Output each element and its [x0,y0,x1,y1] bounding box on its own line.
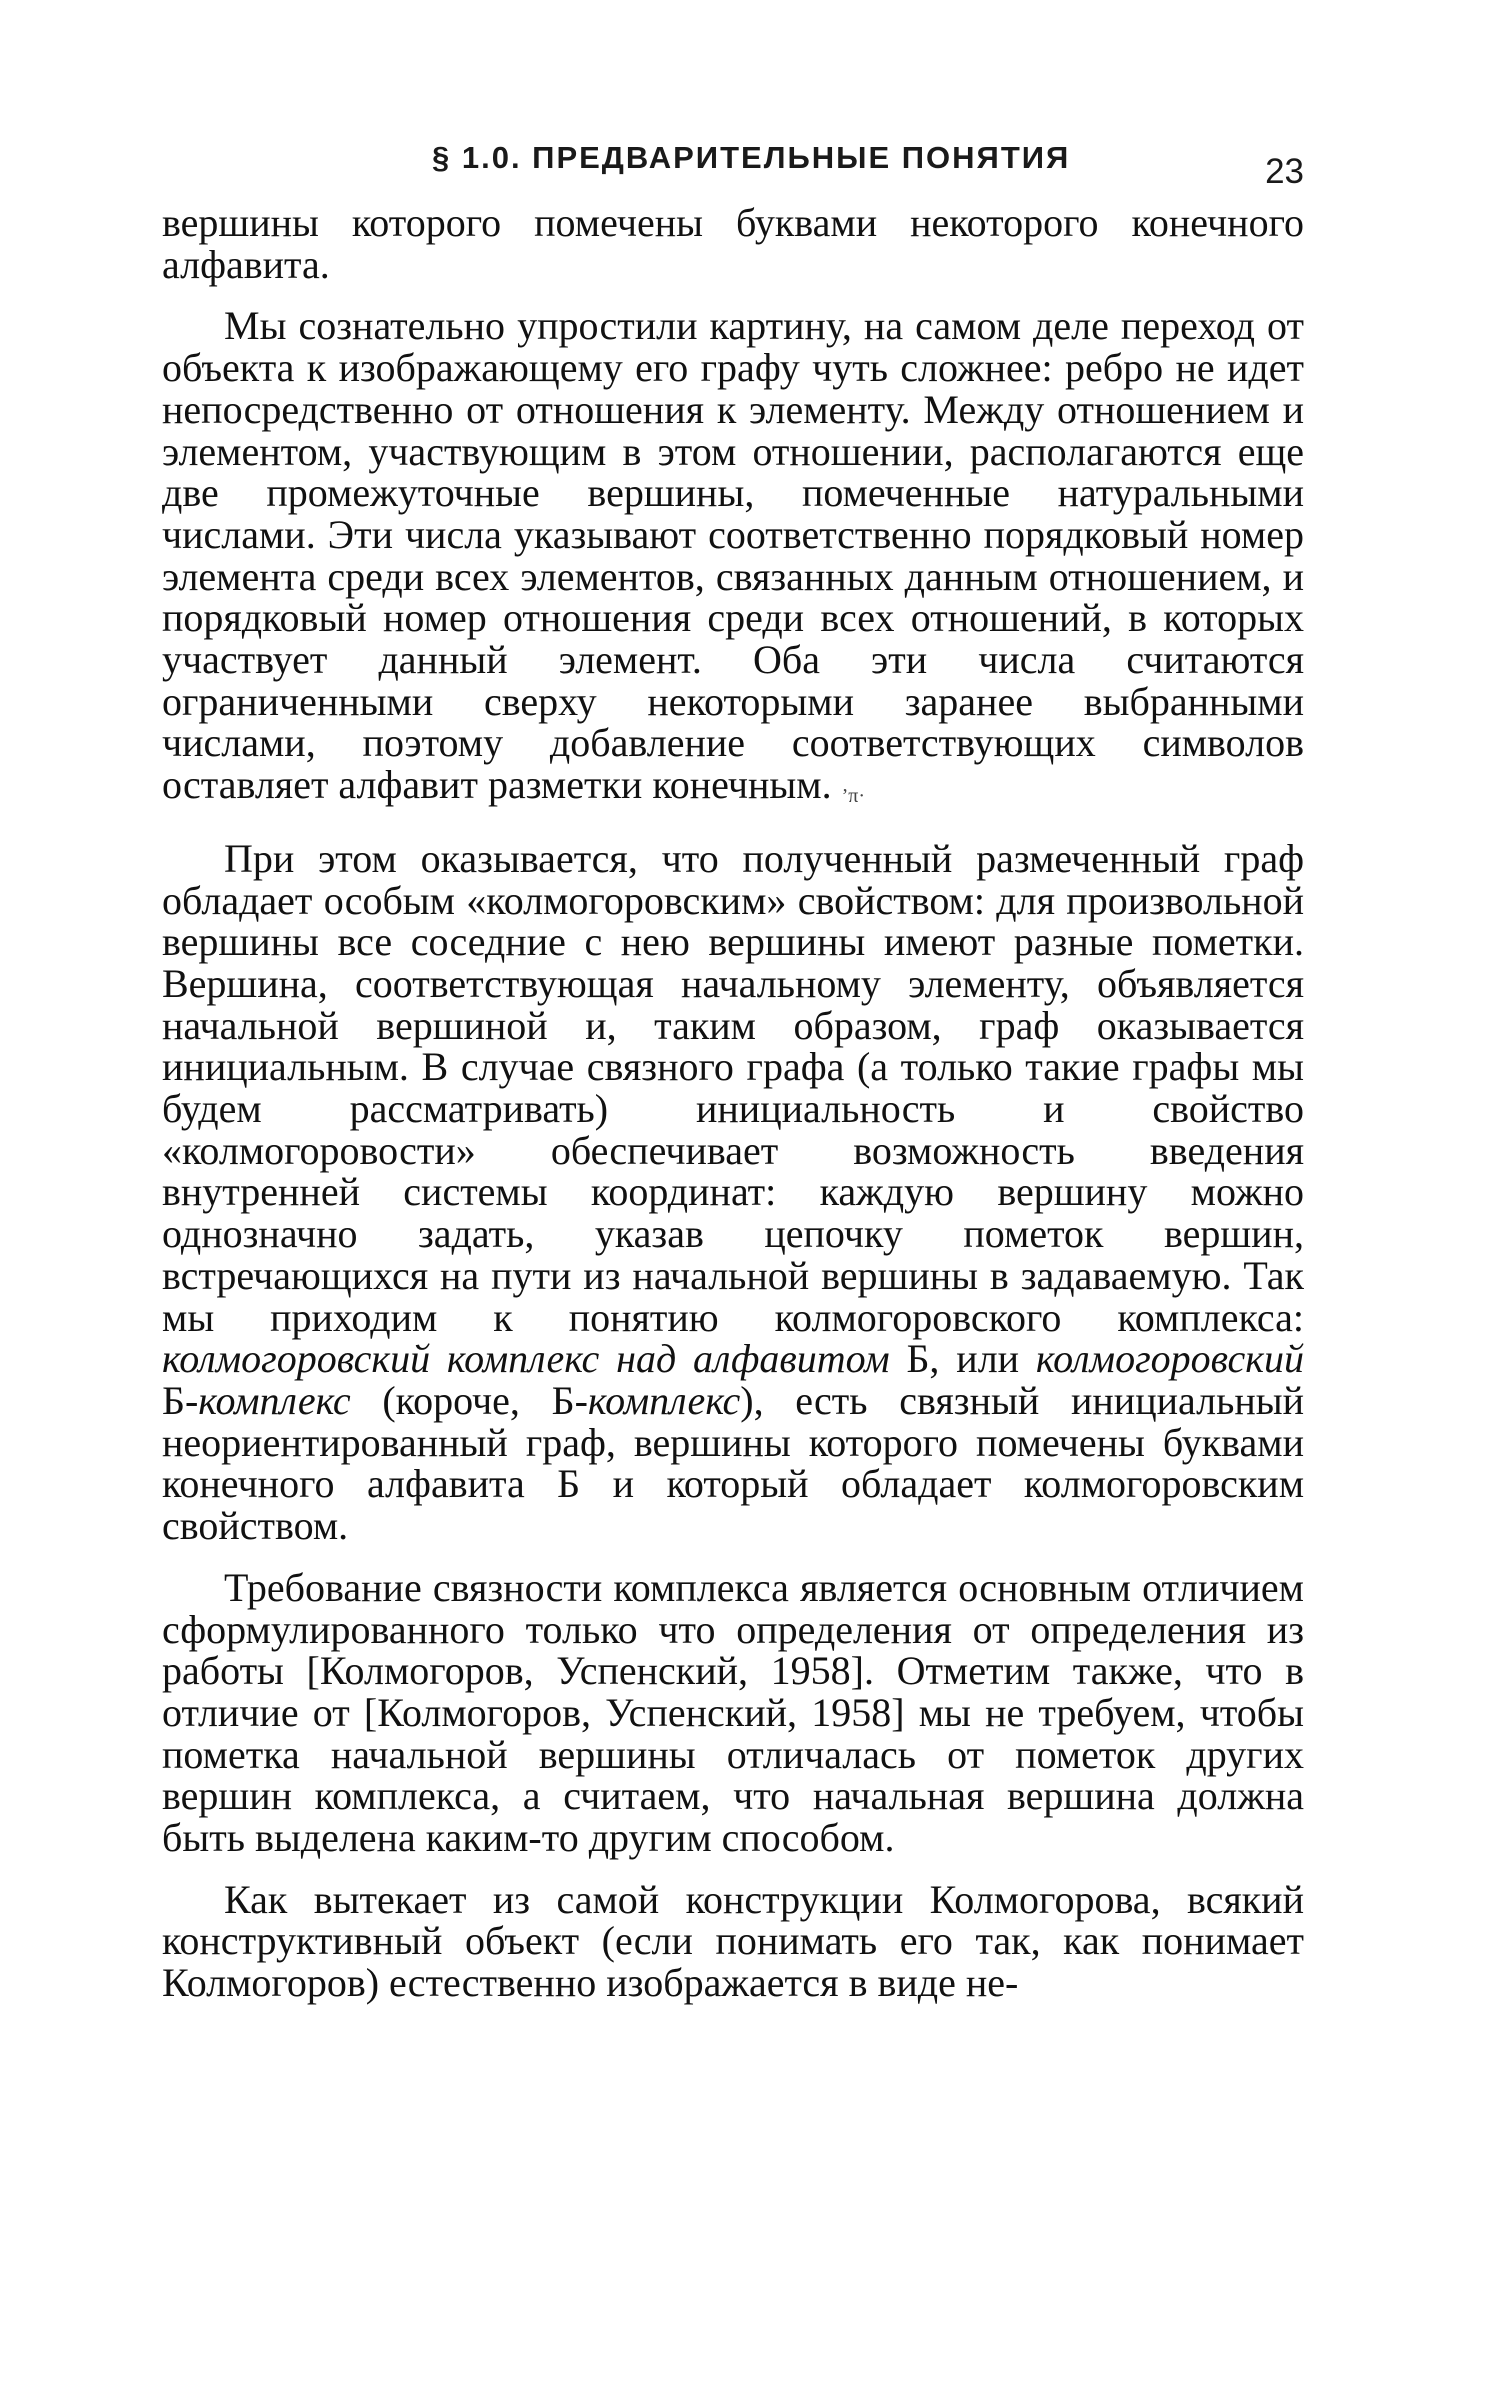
paragraph-3-text-c: Б [162,1377,185,1423]
paragraph-continuation [162,202,1304,285]
stray-print-mark: ’π· [841,785,866,808]
book-page [162,130,1304,2004]
term-kolmogorov: колмогоровский [1035,1336,1304,1382]
term-b-complex-short: -комплекс [574,1377,741,1423]
paragraph-kolmogorov-complex-definition [162,835,1305,1549]
section-title: § 1.0. ПРЕДВАРИТЕЛЬНЫЕ ПОНЯТИЯ [432,140,1071,175]
paragraph-2-text: Мы сознательно упростили картину, на самом деле переход от объекта к изображающему его графу чуть сложнее: ребро не идет непосредственно от отношения к элементу. Между отношением и элементом, участвующим в этом отношении, располагаются еще две промежуточные вершины, помеченные натуральными числами. Эти числа указывают соответственно порядковый номер элемента среди всех элементов, связанных данным отношением, и порядковый номер отношения среди всех отношений, в которых участвует данный элемент. Оба эти числа считаются ограниченными сверху некоторыми заранее выбранными числами, поэтому добавление соответствующих символов оставляет алфавит разметки конечным. [162,303,1304,808]
paragraph-1-text: вершины которого помечены буквами некоторого конечного алфавита. [162,200,1304,287]
paragraph-connectivity-requirement [162,1564,1304,1861]
paragraph-3-text-d: (короче, Б [350,1377,575,1423]
running-head [162,130,1304,202]
paragraph-constructive-object [162,1876,1304,2006]
term-b-complex: -комплекс [184,1377,351,1423]
term-kolmogorov-complex-over-alphabet: колмогоровский комплекс над алфавитом [162,1336,890,1382]
paragraph-3-text-b: Б, или [889,1336,1036,1382]
body-text [162,202,1304,2004]
page-number: 23 [1265,152,1304,191]
paragraph-4-text: Требование связности комплекса является основным отличием сформулированного только что определения от определения из работы [Колмогоров, Успенский, 1958]. Отметим также, что в отличие от [Колмогоров, Успенский, 1958] мы не требуем, чтобы пометка начальной вершины отличалась от пометок других вершин комплекса, а считаем, что начальная вершина должна быть выделена каким-то другим способом. [162,1564,1304,1861]
paragraph-5-text: Как вытекает из самой конструкции Колмогорова, всякий конструктивный объект (если понимать его так, как понимает Колмогоров) естественно изображается в виде не- [162,1876,1304,2006]
paragraph-graph-construction [162,305,1304,817]
paragraph-3-text-a: При этом оказывается, что полученный размеченный граф обладает особым «колмогоровским» свойством: для произвольной вершины все соседние с нею вершины имеют разные пометки. Вершина, соответствующая начальному элементу, объявляется начальной вершиной и, таким образом, граф оказывается инициальным. В случае связного графа (а только такие графы мы будем рассматривать) инициальность и свойство «колмогоровости» обеспечивает возможность введения внутренней системы координат: каждую вершину можно однозначно задать, указав цепочку пометок вершин, встречающихся на пути из начальной вершины в задаваемую. Так мы приходим к понятию колмогоровского комплекса: [162,835,1304,1340]
paragraph-3-text-e: ), есть связный инициальный неориентированный граф, вершины которого помечены буквами конечного алфавита Б и который обладает колмогоровским свойством. [162,1377,1305,1549]
